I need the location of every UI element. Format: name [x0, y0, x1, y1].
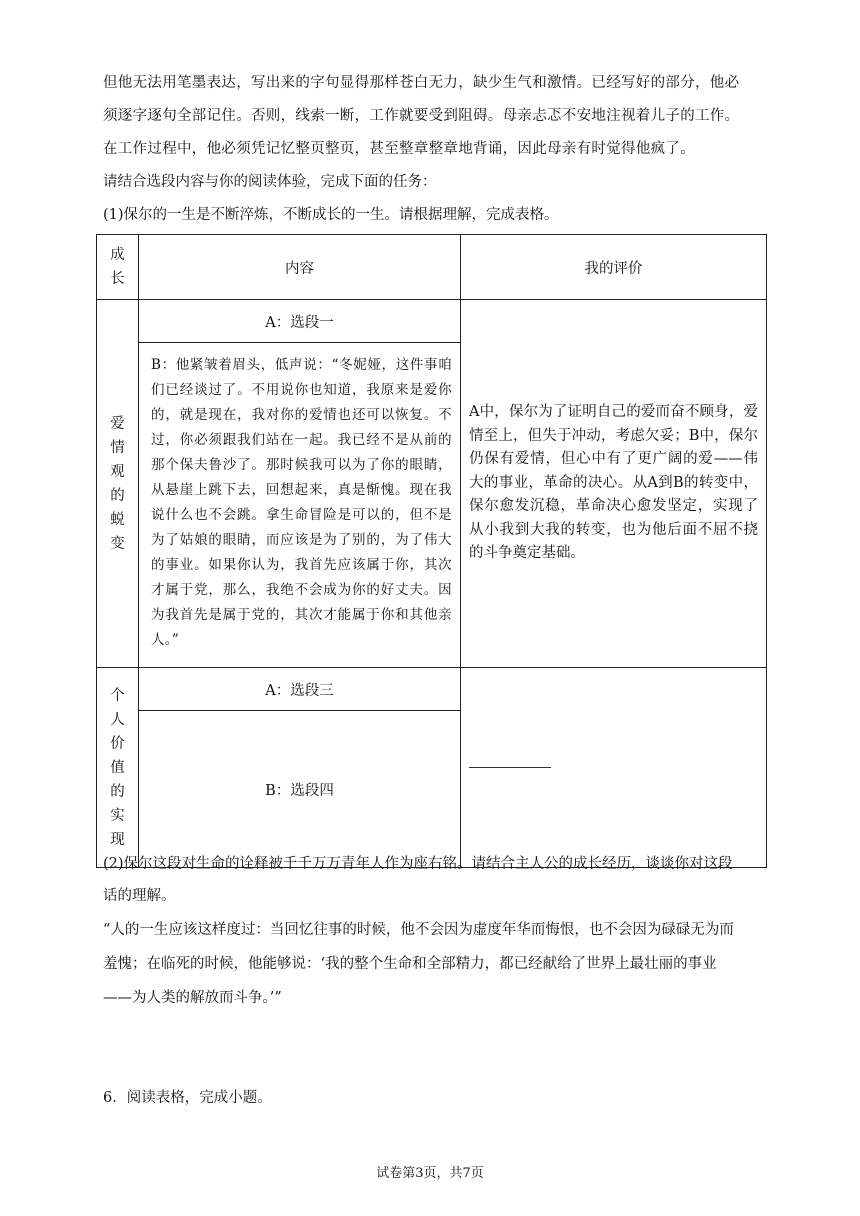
love-content-a: A：选段一 — [139, 300, 461, 343]
value-evaluation-blank-cell[interactable] — [461, 668, 767, 868]
question-6: 6．阅读表格，完成小题。 — [103, 1090, 272, 1106]
value-content-a: A：选段三 — [139, 668, 461, 711]
quote-line-3: ——为人类的解放而斗争。’” — [103, 990, 282, 1006]
quote-line-1: “人的一生应该这样度过：当回忆往事的时候，他不会因为虚度年华而悔恨，也不会因为碌碌无为而 — [103, 922, 734, 938]
question-2-line-1: (2)保尔这段对生命的诠释被千千万万青年人作为座右铭。请结合主人公的成长经历，谈谈你对这段 — [103, 856, 733, 872]
label-char: 观 — [110, 463, 125, 480]
label-value-realization — [97, 668, 139, 868]
header-content: 内容 — [139, 235, 461, 300]
intro-line-1: 但他无法用笔墨表达，写出来的字句显得那样苍白无力，缺少生气和激情。已经写好的部分，他必 — [103, 75, 740, 91]
table-row-value-a — [97, 668, 767, 711]
table-header-row — [97, 235, 767, 300]
label-char: 个 — [110, 687, 125, 704]
label-char: 值 — [110, 759, 125, 776]
header-evaluation: 我的评价 — [461, 235, 767, 300]
header-growth-char: 长 — [110, 271, 125, 287]
header-growth-char: 成 — [110, 247, 125, 263]
intro-line-3: 在工作过程中，他必须凭记忆整页整页，甚至整章整章地背诵，因此母亲有时觉得他疯了。 — [103, 141, 695, 157]
intro-line-2: 须逐字逐句全部记住。否则，线索一断，工作就要受到阻碍。母亲忐忑不安地注视着儿子的工作。 — [103, 108, 740, 124]
label-char: 实 — [110, 807, 125, 824]
label-char: 人 — [110, 711, 125, 728]
label-char: 的 — [110, 783, 125, 800]
table-row-love-a — [97, 300, 767, 343]
label-char: 爱 — [110, 415, 125, 432]
question-2-line-2: 话的理解。 — [103, 888, 176, 904]
love-evaluation: A中，保尔为了证明自己的爱而奋不顾身，爱情至上，但失于冲动，考虑欠妥；B中，保尔仍保有爱情，但心中有了更广阔的爱——伟大的事业，革命的决心。从A到B的转变中，保尔愈发沉稳，革命决心愈发坚定，实现了从小我到大我的转变，也为他后面不屈不挠的斗争奠定基础。 — [461, 300, 767, 668]
label-love-change — [97, 300, 139, 668]
label-char: 现 — [110, 831, 125, 848]
quote-line-2: 羞愧；在临死的时候，他能够说：‘我的整个生命和全部精力，都已经献给了世界上最壮丽的事业 — [103, 956, 717, 972]
love-content-b: B：他紧皱着眉头，低声说：“冬妮娅，这件事咱们已经谈过了。不用说你也知道，我原来是爱你的，就是现在，我对你的爱情也还可以恢复。不过，你必须跟我们站在一起。我已经不是从前的那个保夫鲁沙了。那时候我可以为了你的眼睛，从悬崖上跳下去，回想起来，真是惭愧。现在我说什么也不会跳。拿生命冒险是可以的，但不是为了姑娘的眼睛，而应该是为了别的，为了伟大的事业。如果你认为，我首先应该属于你，其次才属于党，那么，我绝不会成为你的好丈夫。因为我首先是属于党的，其次才能属于你和其他亲人。” — [139, 343, 461, 668]
question-1: (1)保尔的一生是不断淬炼，不断成长的一生。请根据理解，完成表格。 — [103, 207, 559, 223]
label-char: 的 — [110, 487, 125, 504]
label-char: 情 — [110, 439, 125, 456]
task-intro: 请结合选段内容与你的阅读体验，完成下面的任务： — [103, 174, 437, 190]
answer-blank[interactable] — [469, 766, 551, 768]
label-char: 价 — [110, 735, 125, 752]
label-char: 蜕 — [110, 511, 125, 528]
header-growth — [97, 235, 139, 300]
value-content-b: B：选段四 — [139, 711, 461, 868]
growth-table — [96, 234, 767, 868]
page-footer: 试卷第3页，共7页 — [376, 1166, 484, 1181]
label-char: 变 — [110, 535, 125, 552]
